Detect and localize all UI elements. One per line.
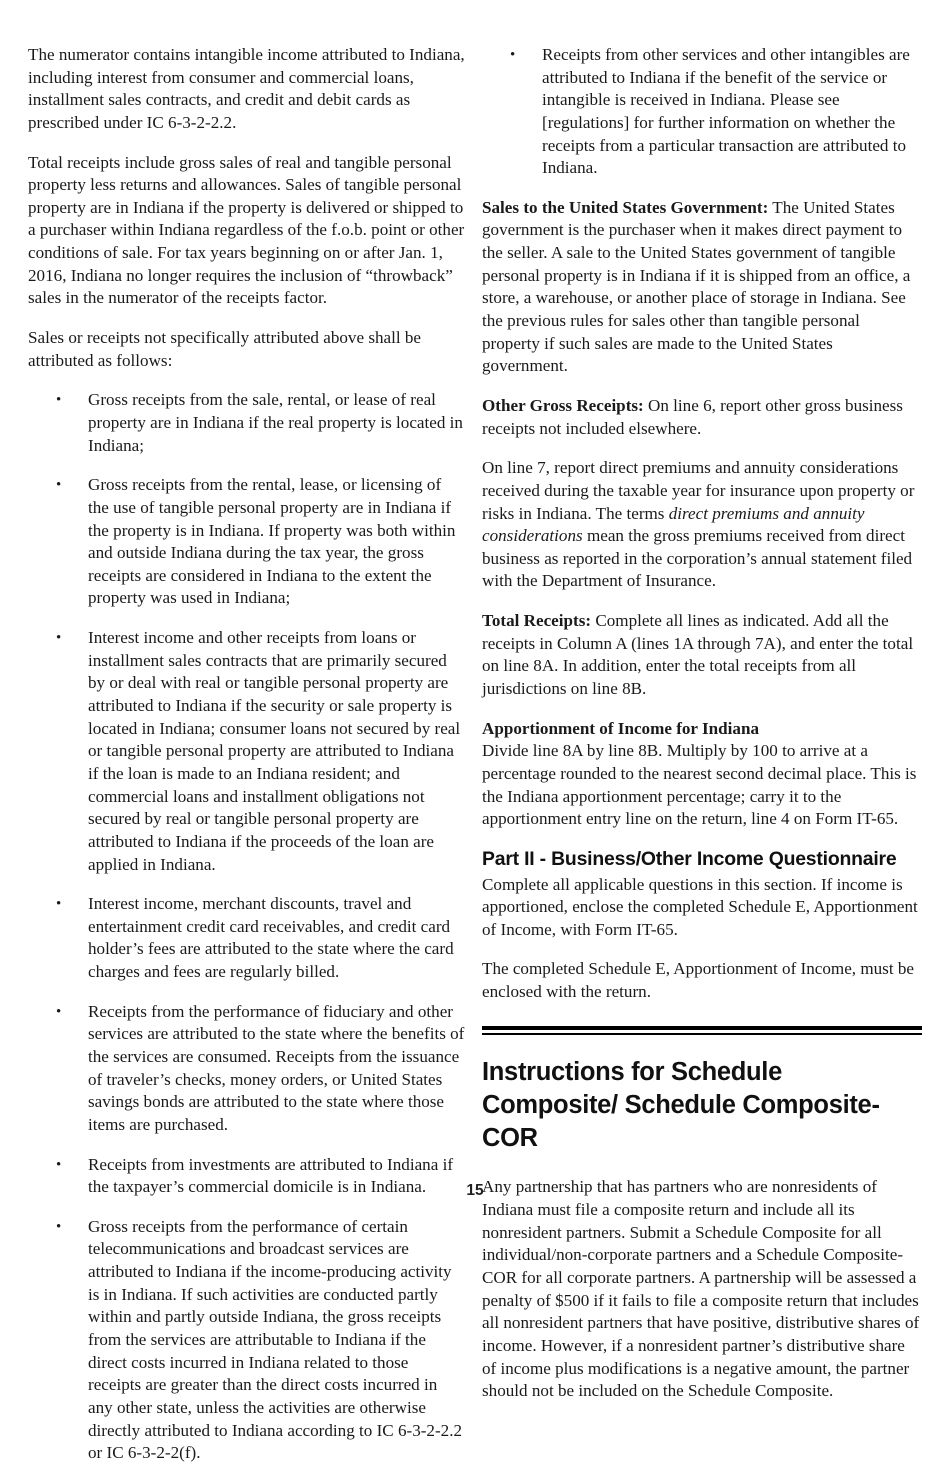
section-divider-rule (482, 1026, 922, 1035)
paragraph-apportionment: Divide line 8A by line 8B. Multiply by 100 to arrive at a percentage rounded to the nearest second decimal place. This is the Indiana apportionment percentage; carry it to the apportionment entry line on the return, line 4 on Form IT-65. (482, 741, 917, 829)
divider-thin-line (482, 1033, 922, 1035)
list-item (28, 893, 465, 984)
list-item (28, 627, 465, 876)
list-item-text: Receipts from other services and other intangibles are attributed to Indiana if the benefit of the service or intangible is received in Indiana. Please see [regulations] for further information on whether the receipts from a particular transaction are attributed to Indiana. (542, 45, 910, 178)
list-item (482, 44, 922, 180)
list-item (28, 474, 465, 610)
list-item-text: Gross receipts from the performance of certain telecommunications and broadcast services are attributed to Indiana if the income-producing activity is in Indiana. If such activities are conducted partly within and partly outside Indiana, the gross receipts from the services are attributable to Indiana if the direct costs incurred in Indiana related to those receipts are greater than the direct costs incurred in any other state, unless the activities are otherwise directly attributed to Indiana according to IC 6-3-2-2.2 or IC 6-3-2-2(f). (88, 1216, 463, 1463)
bullet-point-icon: • (510, 47, 516, 63)
paragraph-part-two-enclosure: The completed Schedule E, Apportionment of Income, must be enclosed with the return. (482, 959, 914, 1002)
paragraph-numerator: The numerator contains intangible income attributed to Indiana, including interest from consumer and commercial loans, installment sales contracts, and credit and debit cards as prescribed under IC 6-3-2-2.2. (28, 45, 465, 132)
paragraph-composite-requirements: Any partnership that has partners who are nonresidents of Indiana must file a composite return and include all its nonresident partners. Submit a Schedule Composite for all individual/non-corporate partners and a Schedule Composite-COR for all corporate partners. A partnership will be assessed a penalty of $500 if it fails to file a composite return that includes all nonresident partners that have positive, distributive shares of income. However, if a nonresident partner’s distributive share of income plus modifications is a negative amount, the partner should not be included on the Schedule Composite. (482, 1177, 920, 1401)
list-item-text: Interest income and other receipts from loans or installment sales contracts that are primarily secured by or deal with real or tangible personal property are attributed to Indiana if the security or sale property is located in Indiana; consumer loans not secured by real or tangible personal property are attributed to Indiana if the loan is made to an Indiana resident; and commercial loans and installment obligations not secured by real or tangible personal property are attributed to Indiana if the proceeds of the loan are applied in Indiana. (88, 628, 461, 874)
heading-apportionment-of-income: Apportionment of Income for Indiana (482, 718, 759, 738)
heading-instructions-schedule-composite: Instructions for Schedule Composite/ Schedule Composite-COR (482, 1057, 880, 1152)
bullet-point-icon: • (56, 1218, 62, 1235)
two-column-body (28, 44, 922, 1465)
list-item-text: Receipts from the performance of fiduciary and other services are attributed to the state where the benefits of the services are consumed. Receipts from the issuance of traveler’s checks, money orders, or United States savings bonds are attributed to the state where those items are purchased. (88, 1001, 465, 1134)
list-item-text: Receipts from investments are attributed to Indiana if the taxpayer’s commercial domicile is in Indiana. (88, 1154, 454, 1197)
bullet-point-icon: • (56, 1003, 62, 1020)
list-item-text: Gross receipts from the rental, lease, or licensing of the use of tangible personal property are in Indiana if the property is in Indiana. If property was both within and outside Indiana during the tax year, the gross receipts are considered in Indiana to the extent the property was used in Indiana; (88, 475, 456, 608)
list-item (28, 1216, 465, 1465)
list-item-text: Interest income, merchant discounts, travel and entertainment credit card receivables, and credit card holder’s fees are attributed to the state where the card charges and fees are regularly billed. (88, 894, 454, 982)
list-item-text: Gross receipts from the sale, rental, or lease of real property are in Indiana if the real property is located in Indiana; (88, 390, 463, 455)
run-in-heading-total-receipts: Total Receipts: (482, 611, 592, 631)
bullet-point-icon: • (56, 477, 62, 494)
paragraph-line-seven-before: On line 7, report direct premiums and annuity considerations received during the taxable year for insurance upon property or risks in Indiana. The terms (482, 458, 915, 523)
paragraph-total-receipts-instruction (482, 610, 922, 701)
run-in-heading-sales-us-government: Sales to the United States Government: (482, 197, 769, 217)
paragraph-line-seven-after: mean the gross premiums received from direct business as reported in the corporation’s annual statement filed with the Department of Insurance. (482, 526, 913, 591)
paragraph-part-two-intro: Complete all applicable questions in this section. If income is apportioned, enclose the completed Schedule E, Apportionment of Income, with Form IT-65. (482, 874, 918, 939)
paragraph-line-seven (482, 457, 922, 593)
page-number: 15 (466, 1182, 484, 1199)
paragraph-total-receipts: Total receipts include gross sales of real and tangible personal property less returns and allowances. Sales of tangible personal property are in Indiana if the property is delivered or shipped to a purchaser within Indiana regardless of the f.o.b. point or other conditions of sale. For tax years beginning on or after Jan. 1, 2016, Indiana no longer requires the inclusion of “throwback” sales in the numerator of the receipts factor. (28, 152, 465, 308)
run-in-heading-other-gross-receipts: Other Gross Receipts: (482, 395, 644, 415)
bullet-point-icon: • (56, 630, 62, 647)
paragraph-other-gross-receipts-text: On line 6, report other gross business receipts not included elsewhere. (482, 395, 903, 438)
paragraph-sales-receipts-intro: Sales or receipts not specifically attributed above shall be attributed as follows: (28, 328, 422, 370)
heading-part-two: Part II - Business/Other Income Questionnaire (482, 847, 897, 870)
list-item (28, 389, 465, 457)
list-item (28, 1001, 465, 1137)
right-bullet-list (482, 44, 922, 180)
left-bullet-list (28, 389, 465, 1465)
right-column (482, 44, 922, 1420)
paragraph-sales-us-government-text: The United States government is the purchaser when it makes direct payment to the seller. A sale to the United States government of tangible personal property is in Indiana if it is shipped from an office, a store, a warehouse, or another place of storage in Indiana. See the previous rules for sales other than tangible personal property if such sales are made to the United States government. (482, 197, 911, 376)
bullet-point-icon: • (56, 896, 62, 913)
paragraph-other-gross-receipts (482, 395, 922, 440)
bullet-point-icon: • (56, 1156, 62, 1173)
paragraph-total-receipts-text: Complete all lines as indicated. Add all the receipts in Column A (lines 1A through 7A), and enter the total on line 8A. In addition, enter the total receipts from all jurisdictions on line 8B. (482, 611, 914, 699)
left-column (28, 44, 465, 1465)
bullet-point-icon: • (56, 392, 62, 409)
paragraph-sales-us-government (482, 197, 922, 378)
italic-term-direct-premiums: direct premiums and annuity considerations (482, 503, 865, 546)
